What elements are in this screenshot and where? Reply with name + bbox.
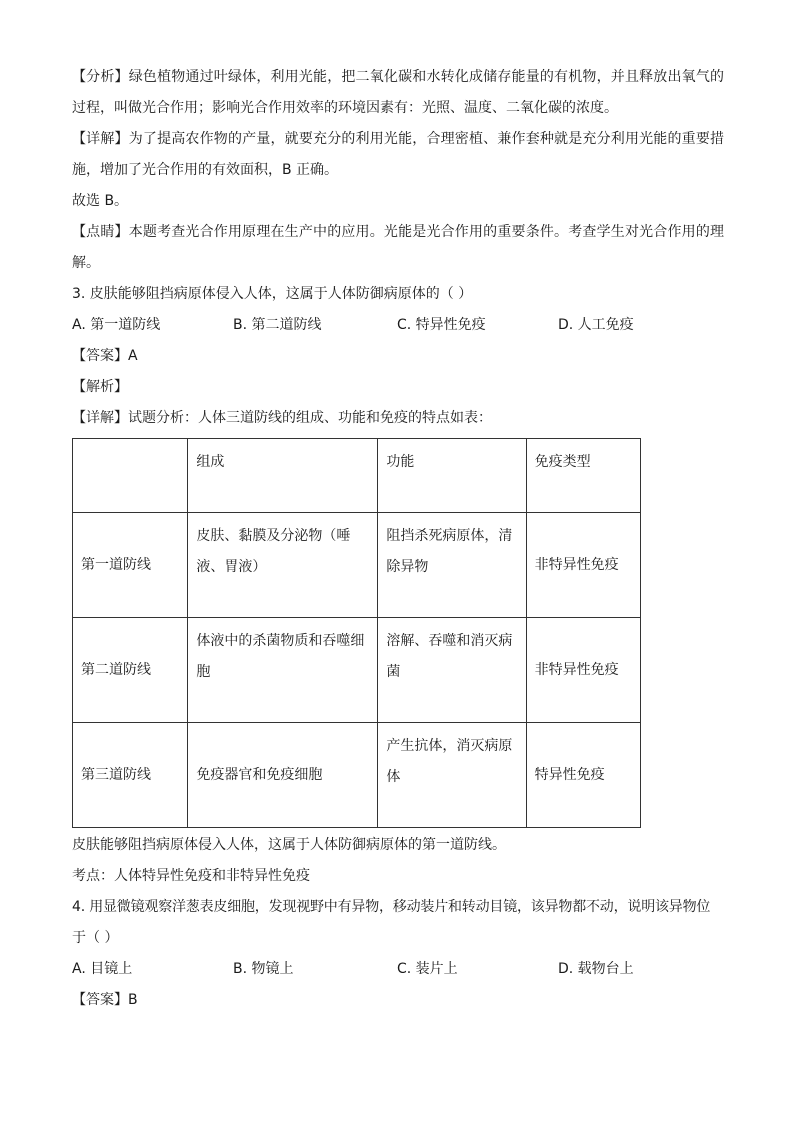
analysis-tag: 【分析】 [72,69,129,85]
q4-option-d: D. 载物台上 [558,961,634,977]
question4-stem-line1: 4. 用显微镜观察洋葱表皮细胞，发现视野中有异物，移动装片和转动目镜，该异物都不动，说明该异物位 [72,899,711,915]
q3-answer-line [72,341,724,372]
question4-options [72,954,724,985]
q3-answer-tag: 【答案】 [72,348,128,364]
detail-text: 为了提高农作物的产量，就要充分的利用光能，合理密植、兼作套种就是充分利用光能的重要措施，增加了光合作用的有效面积，B 正确。 [72,131,725,178]
table-cell: 非特异性免疫 [526,513,640,618]
q3-option-c: C. 特异性免疫 [397,317,486,333]
q3-option-a: A. 第一道防线 [72,317,161,333]
table-row [73,618,641,723]
detail-paragraph [72,124,724,186]
q4-answer-value: B [128,992,138,1008]
q3-kaodian: 考点：人体特异性免疫和非特异性免疫 [72,868,310,884]
table-header-row [73,439,641,513]
document-page [72,62,724,1016]
table-cell: 第二道防线 [73,618,188,723]
question4-stem-line2: 于（ ） [72,930,119,946]
table-cell: 非特异性免疫 [526,618,640,723]
detail-tag: 【详解】 [72,131,129,147]
table-cell: 免疫器官和免疫细胞 [188,723,378,828]
table-cell: 第一道防线 [73,513,188,618]
q3-detail-text: 试题分析：人体三道防线的组成、功能和免疫的特点如表： [128,410,492,426]
q3-analysis-tag: 【解析】 [72,379,128,395]
q3-detail-tag: 【详解】 [72,410,128,426]
table-cell: 溶解、吞噬和消灭病菌 [378,618,526,723]
table-cell: 第三道防线 [73,723,188,828]
table-header-cell [73,439,188,513]
table-cell: 皮肤、黏膜及分泌物（唾液、胃液） [188,513,378,618]
comment-text: 本题考查光合作用原理在生产中的应用。光能是光合作用的重要条件。考查学生对光合作用的理解。 [72,224,725,271]
table-cell: 体液中的杀菌物质和吞噬细胞 [188,618,378,723]
q3-answer-value: A [128,348,138,364]
table-header-cell: 功能 [378,439,526,513]
table-row [73,723,641,828]
q3-option-b: B. 第二道防线 [233,317,322,333]
q3-detail-line [72,403,724,434]
question3-options [72,310,724,341]
q4-answer-tag: 【答案】 [72,992,128,1008]
q4-option-a: A. 目镜上 [72,961,133,977]
q4-option-c: C. 装片上 [397,961,458,977]
table-row [73,513,641,618]
table-cell: 产生抗体，消灭病原体 [378,723,526,828]
table-cell: 特异性免疫 [526,723,640,828]
table-cell: 阻挡杀死病原体，清除异物 [378,513,526,618]
defense-table [72,438,641,828]
q3-conclusion: 皮肤能够阻挡病原体侵入人体，这属于人体防御病原体的第一道防线。 [72,837,506,853]
table-header-cell: 组成 [188,439,378,513]
comment-tag: 【点睛】 [72,224,129,240]
comment-paragraph [72,217,724,279]
q4-answer-line [72,985,724,1016]
q4-option-b: B. 物镜上 [233,961,294,977]
analysis-text: 绿色植物通过叶绿体，利用光能，把二氧化碳和水转化成储存能量的有机物，并且释放出氧气的过程，叫做光合作用；影响光合作用效率的环境因素有：光照、温度、二氧化碳的浓度。 [72,69,725,116]
choose-line: 故选 B。 [72,193,129,209]
analysis-paragraph [72,62,724,124]
table-header-cell: 免疫类型 [526,439,640,513]
question3-stem: 3. 皮肤能够阻挡病原体侵入人体，这属于人体防御病原体的（ ） [72,286,473,302]
q3-option-d: D. 人工免疫 [558,317,634,333]
